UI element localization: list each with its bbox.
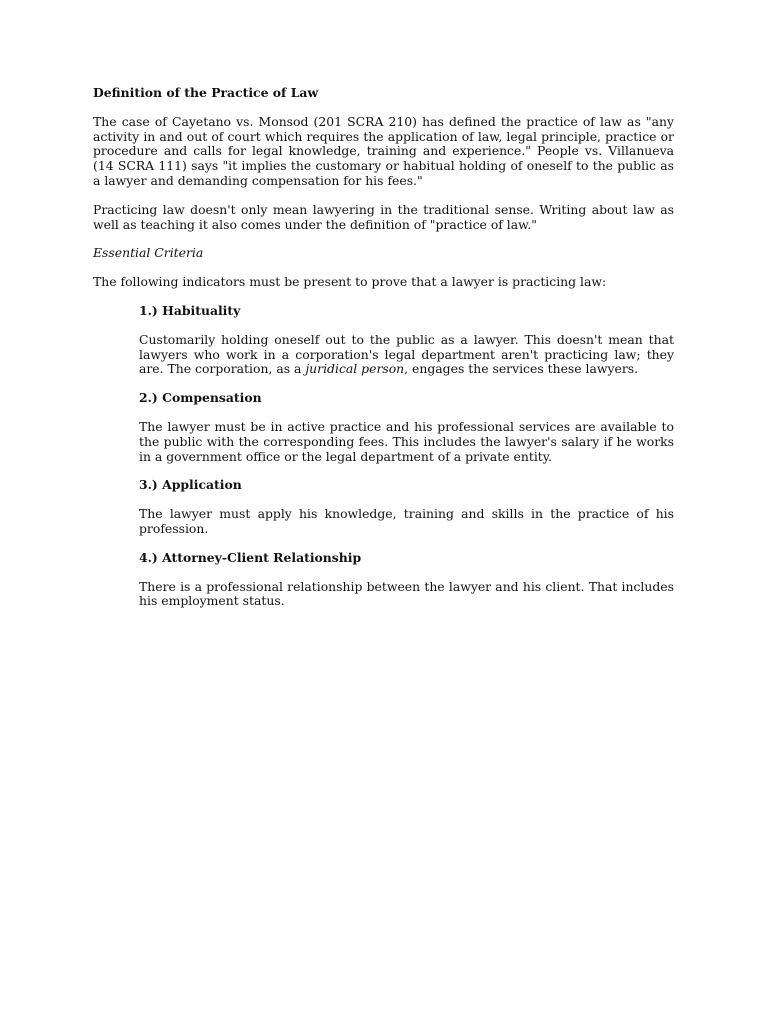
- criterion-text: The lawyer must apply his knowledge, training and skills in the practice of his profession.: [139, 506, 674, 536]
- criteria-list: [139, 304, 674, 609]
- second-paragraph: Practicing law doesn't only mean lawyering in the traditional sense. Writing about law as well as teaching it also comes under the definition of "practice of law.": [93, 201, 674, 232]
- criterion-heading: 1.) Habituality: [139, 302, 241, 318]
- criterion-text: The lawyer must be in active practice and his professional services are available to the public with the corresponding fees. This includes the lawyer's salary if he works in a government office or the legal department of a private entity.: [139, 418, 674, 464]
- criterion-text-part: , engages the services these lawyers.: [404, 361, 639, 377]
- document-title: Definition of the Practice of Law: [93, 85, 319, 100]
- criterion-heading: 2.) Compensation: [139, 390, 262, 406]
- criterion-heading: 4.) Attorney-Client Relationship: [139, 549, 362, 565]
- intro-paragraph: The case of Cayetano vs. Monsod (201 SCRA 210) has defined the practice of law as "any activity in and out of court which requires the application of law, legal principle, practice or procedure and calls for legal knowledge, training and experience." People vs. Villanueva (14 SCRA 111) says "it implies the customary or habitual holding of oneself to the public as a lawyer and demanding compensation for his fees.": [93, 113, 674, 188]
- section-subheading: Essential Criteria: [93, 245, 204, 261]
- criterion-text: [139, 333, 674, 377]
- document-body: [93, 86, 674, 623]
- criterion-text-part: Customarily holding oneself out to the public as a lawyer. This doesn't mean that lawyers who work in a corporation's legal department aren't practicing law; they are. The corporation, as a: [139, 331, 674, 377]
- criterion-heading: 3.) Application: [139, 477, 242, 493]
- criterion-text-emphasis: juridical person: [305, 361, 405, 377]
- criteria-intro: The following indicators must be present to prove that a lawyer is practicing law:: [93, 274, 607, 290]
- criterion-text: There is a professional relationship between the lawyer and his client. That includes his employment status.: [139, 578, 674, 609]
